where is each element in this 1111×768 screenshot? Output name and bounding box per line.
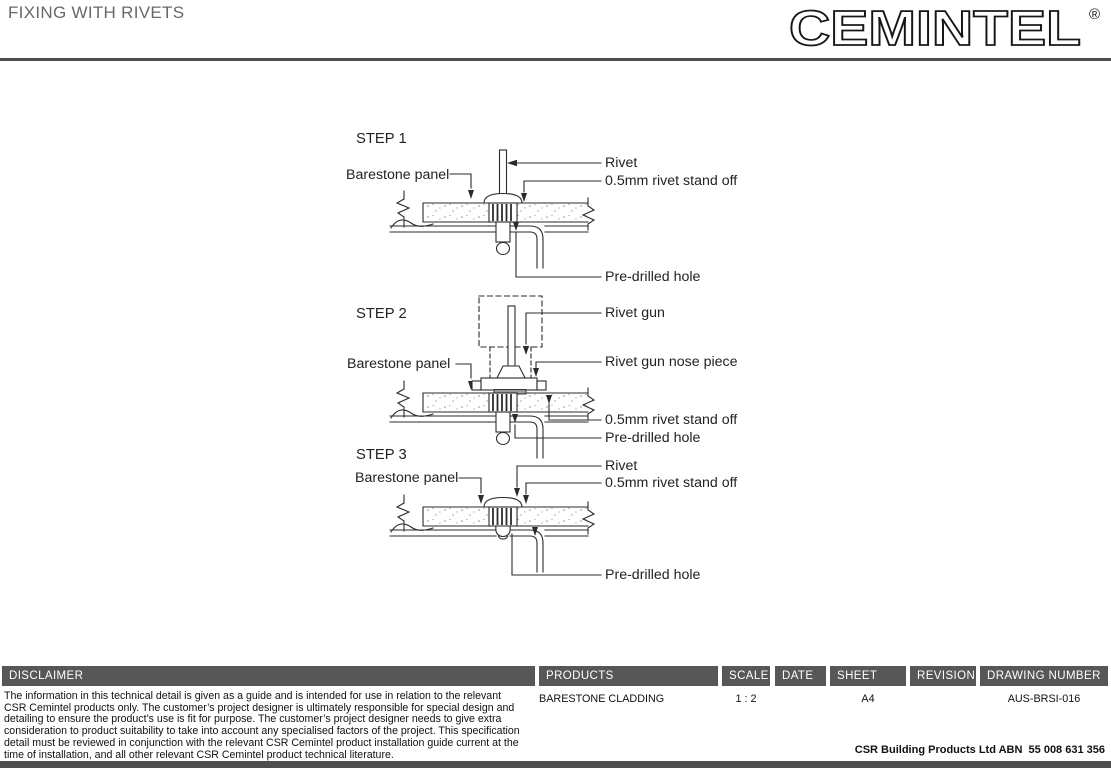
sheet-size-header-bar: SHEET SIZE <box>830 666 906 686</box>
bottom-bar <box>0 761 1111 768</box>
revision-header-bar: REVISION <box>910 666 976 686</box>
step1-diagram <box>346 131 737 285</box>
company-abn-line: CSR Building Products Ltd ABN 55 008 631 356 <box>854 744 1105 756</box>
step3-diagram <box>355 447 737 583</box>
step2-panel-label: Barestone panel <box>347 356 451 372</box>
sheet-size-value: A4 <box>861 693 875 705</box>
step2-hole-label: Pre-drilled hole <box>605 430 701 446</box>
step3-hole-label: Pre-drilled hole <box>605 567 701 583</box>
step2-diagram <box>347 296 738 458</box>
disclaimer-text: The information in this technical detail is given as a guide and is intended for use in relation to the relevant CSR Cemintel products only. The customer’s project designer is ultimately responsible for special design and detailing to ensure the product’s use is fit for purpose. The customer’s project designer needs to give extra consideration to product suitability to take into account any specialised factors of the project. This specification detail must be reviewed in conjunction with the relevant CSR Cemintel product installation guide current at the time of installation, and all other relevant CSR Cemintel product technical literature. <box>4 690 520 761</box>
step3-panel-label: Barestone panel <box>355 470 459 486</box>
step2-nose-label: Rivet gun nose piece <box>605 354 738 370</box>
step3-standoff-label: 0.5mm rivet stand off <box>605 475 738 491</box>
disclaimer-header-bar: DISCLAIMER <box>2 666 535 686</box>
step3-rivet-label: Rivet <box>605 458 638 474</box>
drawing-number-value: AUS-BRSI-016 <box>1007 693 1081 705</box>
page-title: FIXING WITH RIVETS <box>8 3 185 22</box>
step2-label: STEP 2 <box>356 306 407 322</box>
step3-label: STEP 3 <box>356 447 407 463</box>
step1-hole-label: Pre-drilled hole <box>605 269 701 285</box>
step2-standoff-label: 0.5mm rivet stand off <box>605 412 738 428</box>
drawing-number-header-bar: DRAWING NUMBER <box>980 666 1108 686</box>
cemintel-logo-text: CEMINTEL <box>789 4 1081 56</box>
technical-drawing <box>0 62 1111 668</box>
cemintel-logo <box>787 4 1107 56</box>
date-header-bar: DATE <box>775 666 826 686</box>
step1-panel-label: Barestone panel <box>346 167 450 183</box>
header-divider <box>0 58 1111 61</box>
scale-header-bar: SCALE <box>722 666 770 686</box>
products-header-bar: PRODUCTS <box>539 666 718 686</box>
step1-label: STEP 1 <box>356 131 407 147</box>
step1-standoff-label: 0.5mm rivet stand off <box>605 173 738 189</box>
step2-gun-label: Rivet gun <box>605 305 665 321</box>
registered-mark: ® <box>1089 6 1101 23</box>
products-value: BARESTONE CLADDING <box>539 693 665 705</box>
scale-value: 1 : 2 <box>735 693 757 705</box>
step1-rivet-label: Rivet <box>605 155 638 171</box>
